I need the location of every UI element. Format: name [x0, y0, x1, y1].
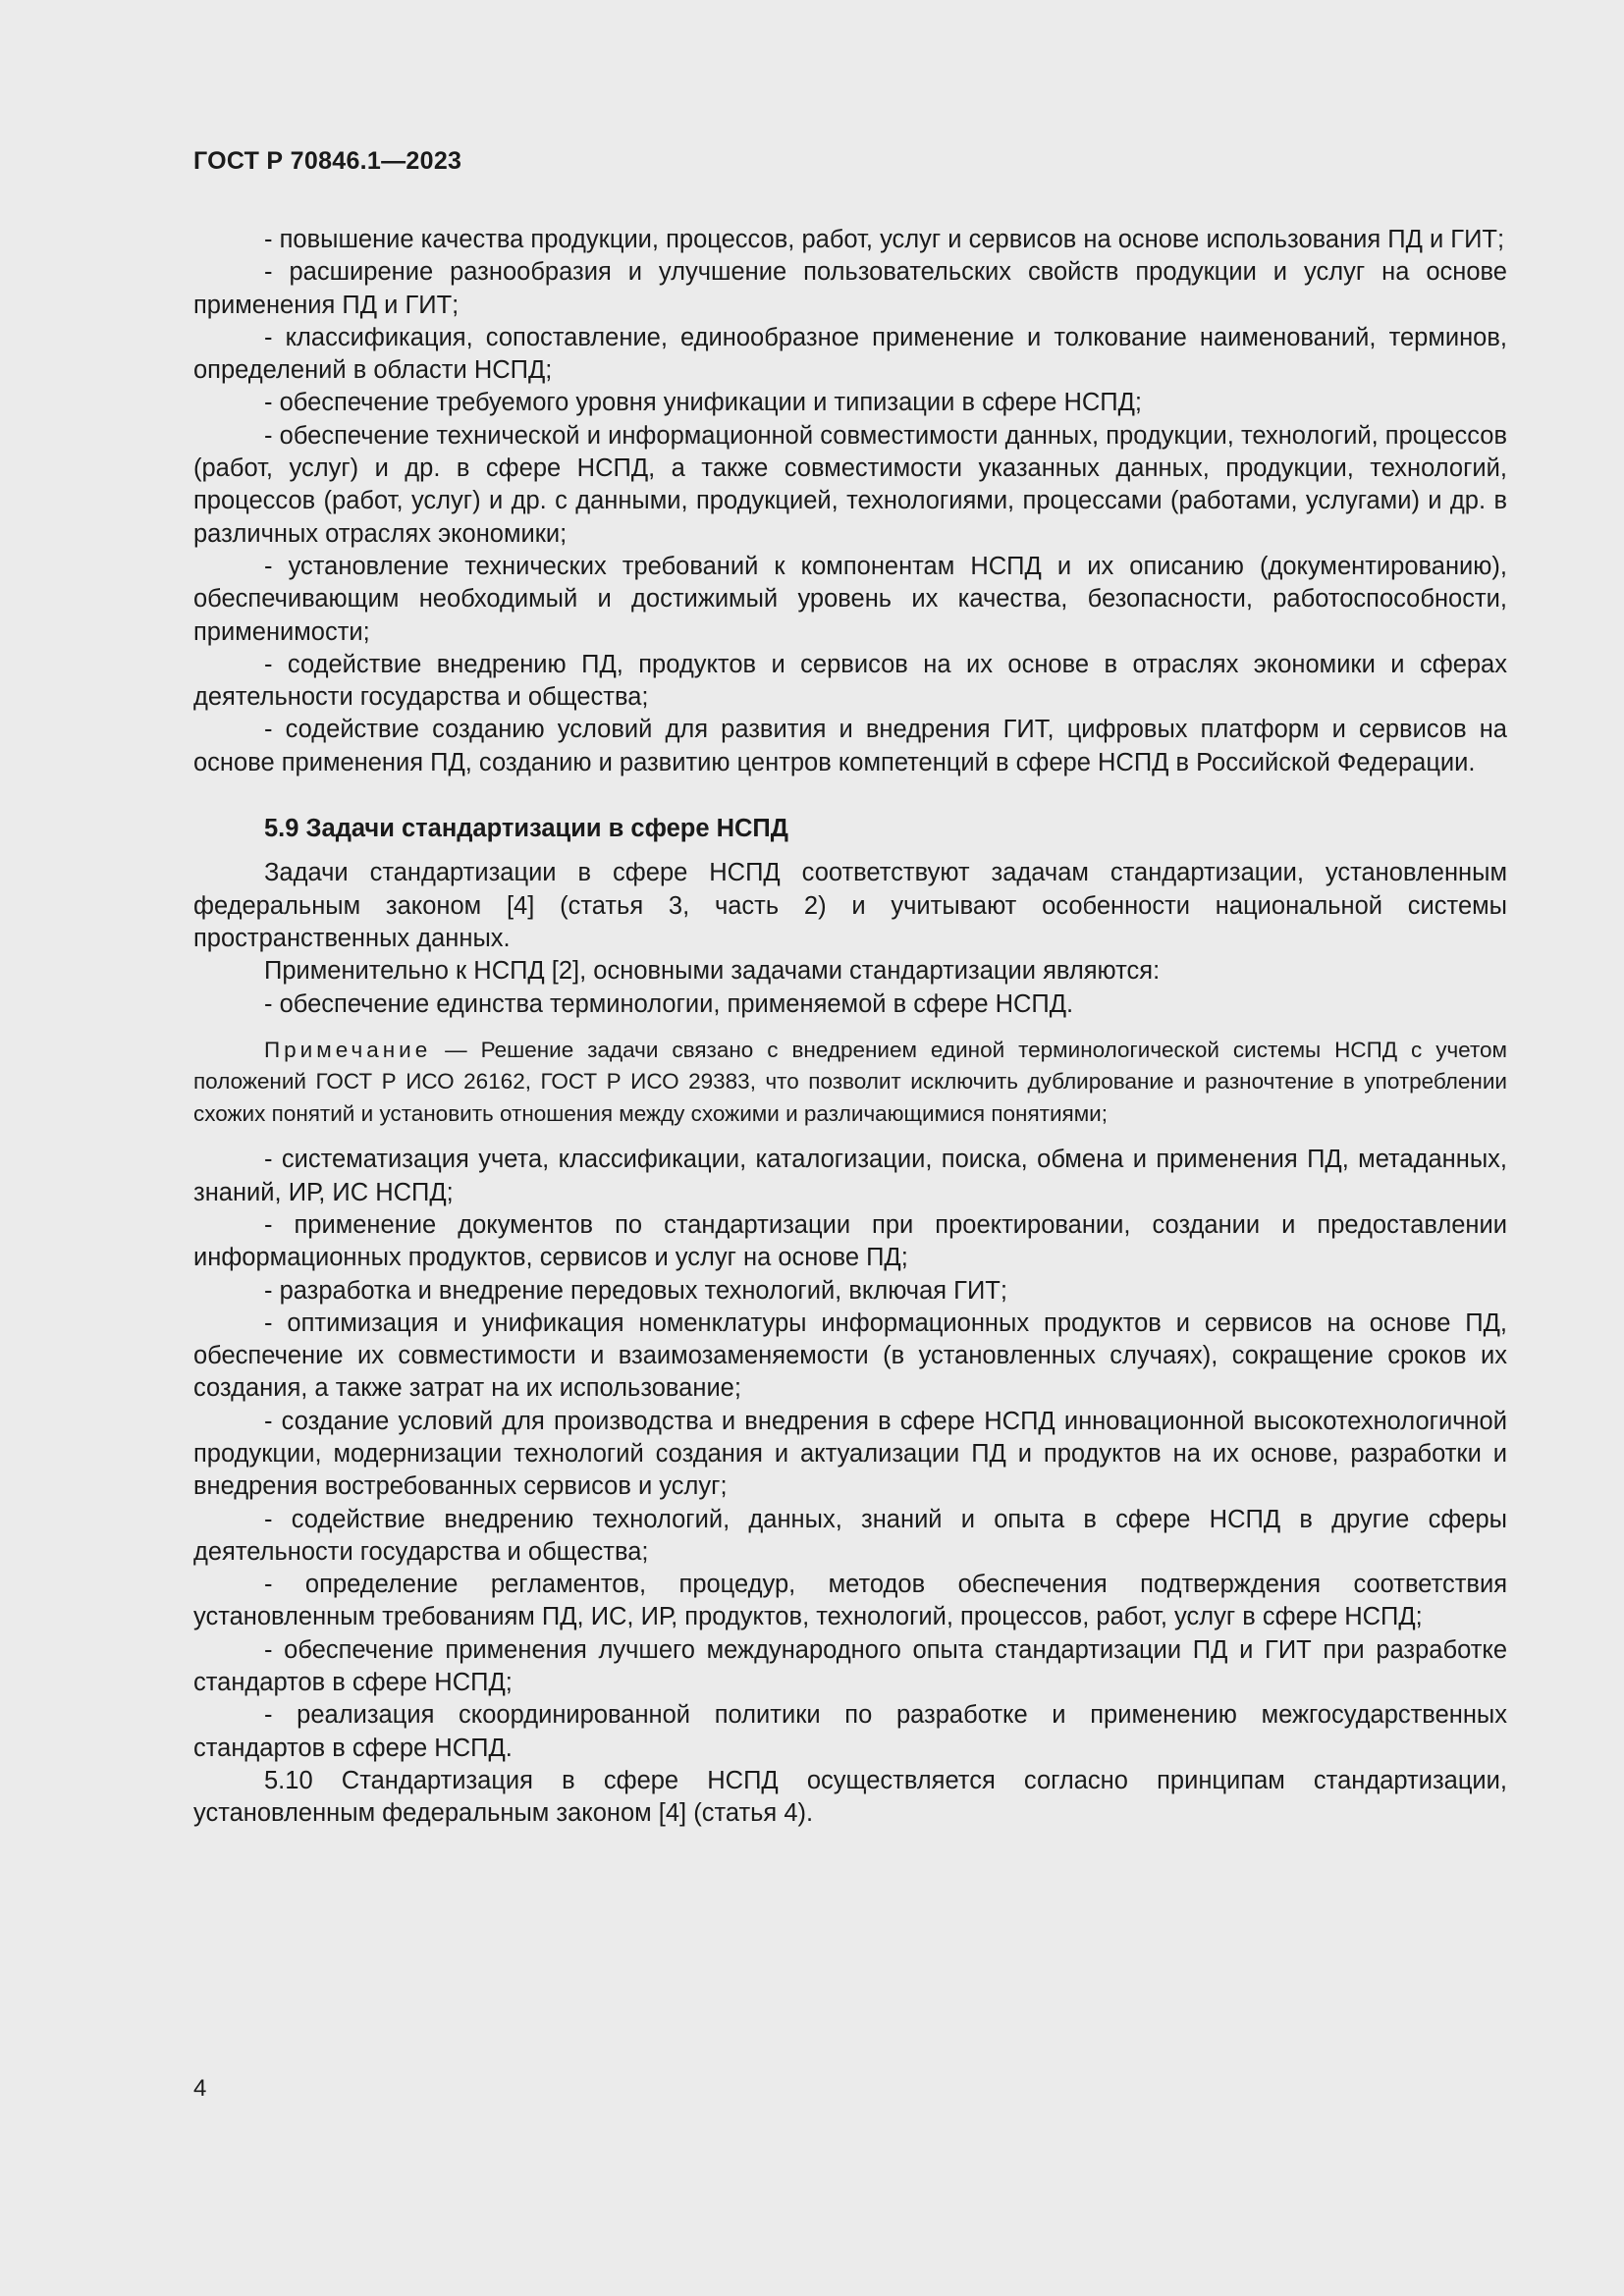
note-text: — Решение задачи связано с внедрением единой терминологической системы НСПД с учетом положений ГОСТ Р ИСО 26162, ГОСТ Р ИСО 29383, что позволит исключить дублирование и разночтение в употреблении схожих понятий и установить отношения между схожими и различающимися понятиями; [193, 1037, 1507, 1126]
section-heading: 5.9 Задачи стандартизации в сфере НСПД [264, 815, 788, 843]
section-intro: Применительно к НСПД [2], основными задачами стандартизации являются: [264, 957, 1161, 986]
list-item: - установление технических требований к компонентам НСПД и их описанию (документированию), обеспечивающим необходимый и достижимый уровень их качества, безопасности, работоспособности, применимости; [193, 552, 1507, 646]
page-number: 4 [193, 2075, 207, 2102]
section-intro: Задачи стандартизации в сфере НСПД соответствуют задачам стандартизации, установленным федеральным законом [4] (статья 3, часть 2) и учитывают особенности национальной системы пространственных данных. [193, 859, 1507, 952]
note [193, 1035, 1507, 1131]
list-item: - обеспечение требуемого уровня унификации и типизации в сфере НСПД; [264, 389, 1142, 417]
list-item: - оптимизация и унификация номенклатуры информационных продуктов и сервисов на основе ПД, обеспечение их совместимости и взаимозаменяемости (в установленных случаях), сокращение сроков их создания, а также затрат на их использование; [193, 1308, 1507, 1403]
document-header: ГОСТ Р 70846.1—2023 [193, 147, 462, 175]
list-item: - расширение разнообразия и улучшение пользовательских свойств продукции и услуг на основе применения ПД и ГИТ; [193, 258, 1507, 319]
closing-clause: 5.10 Стандартизация в сфере НСПД осуществляется согласно принципам стандартизации, установленным федеральным законом [4] (статья 4). [193, 1766, 1507, 1828]
list-item: - содействие внедрению ПД, продуктов и сервисов на их основе в отраслях экономики и сферах деятельности государства и общества; [193, 650, 1507, 712]
list-item: - определение регламентов, процедур, методов обеспечения подтверждения соответствия установленным требованиям ПД, ИС, ИР, продуктов, технологий, процессов, работ, услуг в сфере НСПД; [193, 1571, 1507, 1631]
list-item: - классификация, сопоставление, единообразное применение и толкование наименований, терминов, определений в области НСПД; [193, 323, 1507, 385]
list-item: - содействие внедрению технологий, данных, знаний и опыта в сфере НСПД в другие сферы деятельности государства и общества; [193, 1505, 1507, 1566]
list-item: - обеспечение применения лучшего международного опыта стандартизации ПД и ГИТ при разработке стандартов в сфере НСПД; [193, 1635, 1507, 1697]
note-label: Примечание [264, 1037, 432, 1062]
list-item: - содействие созданию условий для развития и внедрения ГИТ, цифровых платформ и сервисов на основе применения ПД, созданию и развитию центров компетенций в сфере НСПД в Российской Федерации. [193, 716, 1507, 776]
list-item: - систематизация учета, классификации, каталогизации, поиска, обмена и применения ПД, метаданных, знаний, ИР, ИС НСПД; [193, 1146, 1507, 1206]
document-body [193, 224, 1507, 1831]
list-item: - обеспечение технической и информационной совместимости данных, продукции, технологий, процессов (работ, услуг) и др. в сфере НСПД, а также совместимости указанных данных, продукции, технологий, процессов (работ, услуг) и др. с данными, продукцией, технологиями, процессами (работами, услугами) и др. в различных отраслях экономики; [193, 421, 1507, 548]
list-item: - разработка и внедрение передовых технологий, включая ГИТ; [264, 1276, 1007, 1305]
list-item: - повышение качества продукции, процессов, работ, услуг и сервисов на основе использования ПД и ГИТ; [264, 226, 1505, 253]
list-item: - применение документов по стандартизации при проектировании, создании и предоставлении информационных продуктов, сервисов и услуг на основе ПД; [193, 1210, 1507, 1272]
list-item: - обеспечение единства терминологии, применяемой в сфере НСПД. [264, 989, 1074, 1018]
list-item: - реализация скоординированной политики по разработке и применению межгосударственных стандартов в сфере НСПД. [193, 1701, 1507, 1762]
list-item: - создание условий для производства и внедрения в сфере НСПД инновационной высокотехнологичной продукции, модернизации технологий создания и актуализации ПД и продуктов на их основе, разработки и внедрения востребованных сервисов и услуг; [193, 1407, 1507, 1501]
